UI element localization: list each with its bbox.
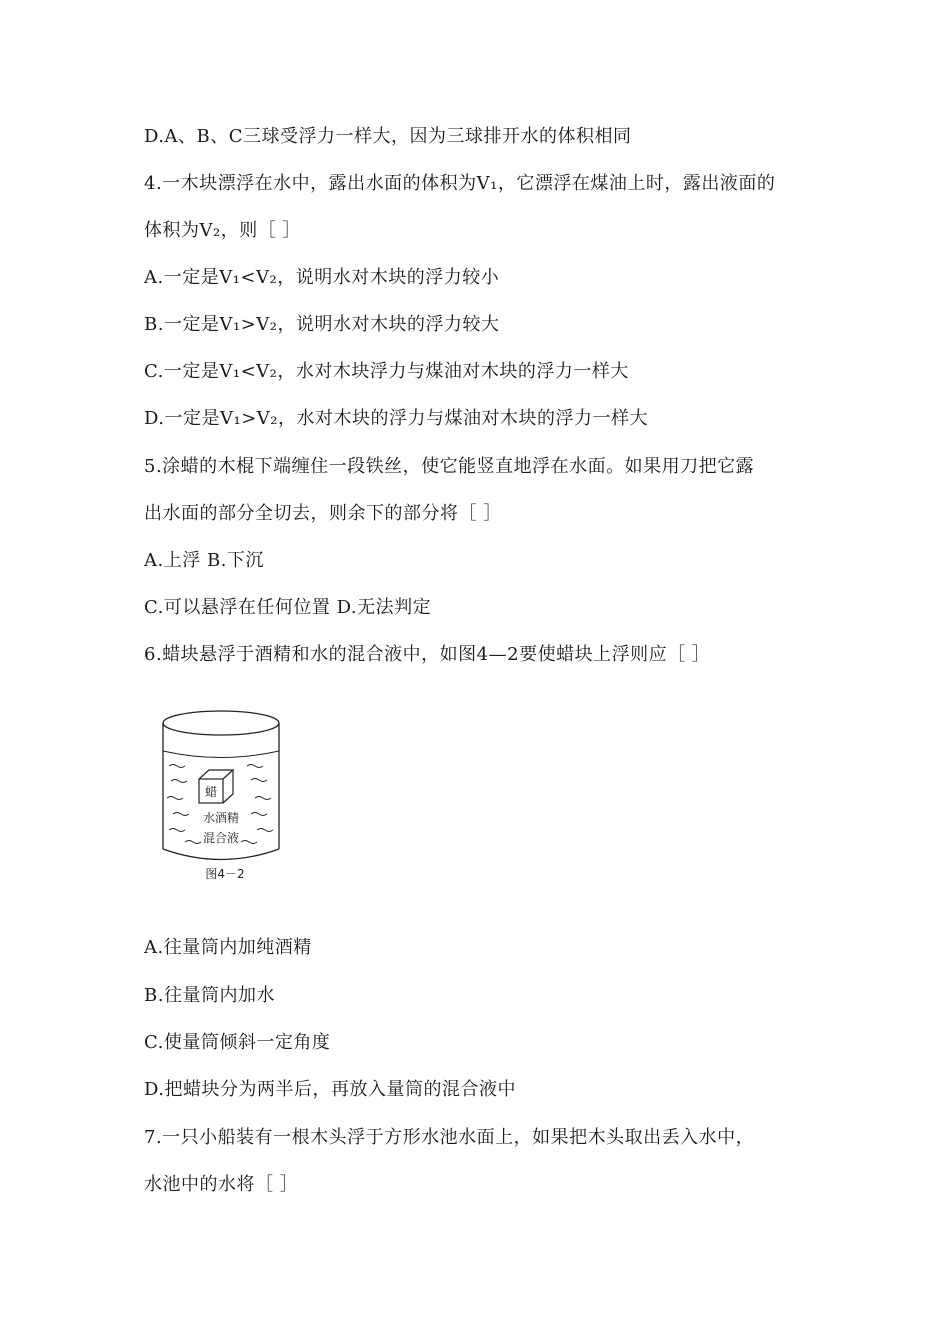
- question-4-option-d: D.一定是V₁>V₂，水对木块的浮力与煤油对木块的浮力一样大: [144, 408, 649, 429]
- question-5-line-1: 5.涂蜡的木棍下端缠住一段铁丝，使它能竖直地浮在水面。如果用刀把它露: [144, 456, 755, 477]
- liquid-label-line-2: 混合液: [202, 831, 240, 845]
- question-6-line-1: 6.蜡块悬浮于酒精和水的混合液中，如图4—2要使蜡块上浮则应［ ］: [144, 644, 711, 665]
- cylinder-top-rim: [163, 711, 279, 735]
- question-4-line-2: 体积为V₂，则［ ］: [144, 220, 301, 241]
- question-5-line-2: 出水面的部分全切去，则余下的部分将［ ］: [144, 503, 502, 524]
- figure-caption: 图4－2: [205, 867, 245, 881]
- question-7-line-2: 水池中的水将［ ］: [144, 1174, 299, 1195]
- question-7-line-1: 7.一只小船装有一根木头浮于方形水池水面上，如果把木头取出丢入水中，: [144, 1127, 755, 1148]
- line-d-option-prev: D.A、B、C三球受浮力一样大，因为三球排开水的体积相同: [144, 126, 632, 147]
- liquid-label-line-1: 水酒精: [202, 811, 240, 825]
- question-6-option-b: B.往量筒内加水: [144, 985, 275, 1006]
- question-5-options-ab: A.上浮 B.下沉: [144, 550, 264, 571]
- question-5-options-cd: C.可以悬浮在任何位置 D.无法判定: [144, 597, 432, 618]
- question-4-option-c: C.一定是V₁<V₂，水对木块浮力与煤油对木块的浮力一样大: [144, 361, 629, 382]
- cylinder-bottom: [163, 849, 279, 860]
- question-4-line-1: 4.一木块漂浮在水中，露出水面的体积为V₁，它漂浮在煤油上时，露出液面的: [144, 173, 776, 194]
- figure-4-2: [155, 706, 290, 884]
- cylinder-diagram: [155, 706, 290, 884]
- question-4-option-b: B.一定是V₁>V₂，说明水对木块的浮力较大: [144, 314, 500, 335]
- question-6-option-c: C.使量筒倾斜一定角度: [144, 1032, 331, 1053]
- question-6-option-a: A.往量筒内加纯酒精: [144, 937, 312, 958]
- question-6-option-d: D.把蜡块分为两半后，再放入量筒的混合液中: [144, 1079, 517, 1100]
- liquid-surface: [163, 751, 279, 758]
- question-4-option-a: A.一定是V₁<V₂，说明水对木块的浮力较小: [144, 267, 500, 288]
- wax-block-label: 蜡: [204, 785, 218, 799]
